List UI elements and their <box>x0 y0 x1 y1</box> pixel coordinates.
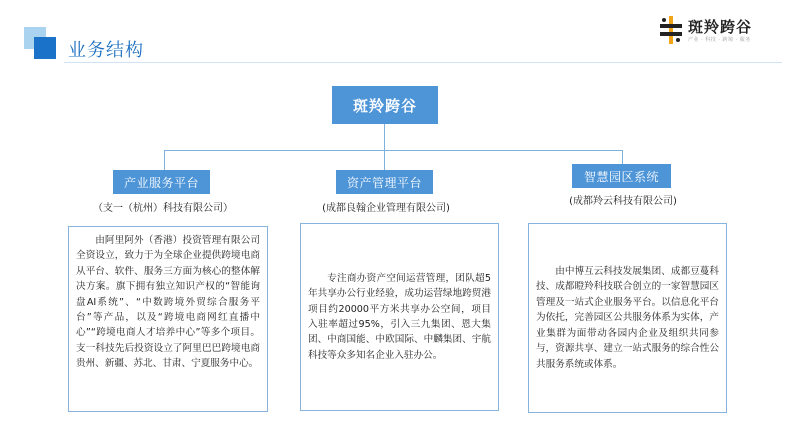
connector-horizontal <box>164 150 622 151</box>
description-industry-service <box>68 226 268 412</box>
description-smart-park <box>528 223 727 413</box>
description-asset-management <box>300 223 499 411</box>
connector-right-down <box>622 150 623 164</box>
company-asset-management: (成都良翰企业管理有限公司) <box>322 203 450 214</box>
page-title: 业务结构 <box>68 40 144 61</box>
node-smart-park: 智慧园区系统 <box>572 164 671 188</box>
logo-name: 斑羚跨谷 <box>688 18 753 36</box>
logo <box>660 14 780 50</box>
description-text: 专注商办资产空间运营管理，团队超5年共享办公行业经验，成功运营绿地跨贸港项目约20000平方米共享办公空间，项目入驻率超过95%，引入三九集团、恩大集团、中商国能、中欧国际、中麟集团、宇航科技等众多知名企业入驻办公。 <box>308 272 491 361</box>
connector-left-down <box>164 150 165 170</box>
title-decoration-dark <box>34 37 56 59</box>
description-text: 由中博互云科技发展集团、成都豆蔓科技、成都瞪羚科技联合创立的一家智慧园区管理及一站式企业服务平台。以信息化平台为依托，完善园区公共服务体系为实体，产业集群为面带动各园内企业及组织共同参与，资源共享、建立一站式服务的综合性公共服务系统或体系。 <box>536 266 719 370</box>
description-text: 由阿里阿外（香港）投资管理有限公司全资设立，致力于为全球企业提供跨境电商从平台、软件、服务三方面为核心的整体解决方案。旗下拥有独立知识产权的“智能询盘AI系统”、“中数跨境外贸综合服务平台”等产品，以及“跨境电商网红直播中心”“跨境电商人才培养中心”等多个项目。支一科技先后投资设立了阿里巴巴跨境电商贵州、新疆、苏北、甘肃、宁夏服务中心。 <box>76 235 260 370</box>
connector-root-down <box>384 124 385 150</box>
company-smart-park: (成都羚云科技有限公司) <box>569 196 677 207</box>
title-rule <box>64 62 782 63</box>
connector-mid-down <box>384 150 385 170</box>
node-industry-service: 产业服务平台 <box>113 170 210 194</box>
logo-icon <box>660 16 682 44</box>
company-industry-service: （支一（杭州）科技有限公司） <box>93 203 233 214</box>
logo-tagline: 产业 · 科技 · 跨境 · 服务 <box>688 37 751 43</box>
node-asset-management: 资产管理平台 <box>336 170 433 194</box>
root-node: 斑羚跨谷 <box>332 86 438 124</box>
